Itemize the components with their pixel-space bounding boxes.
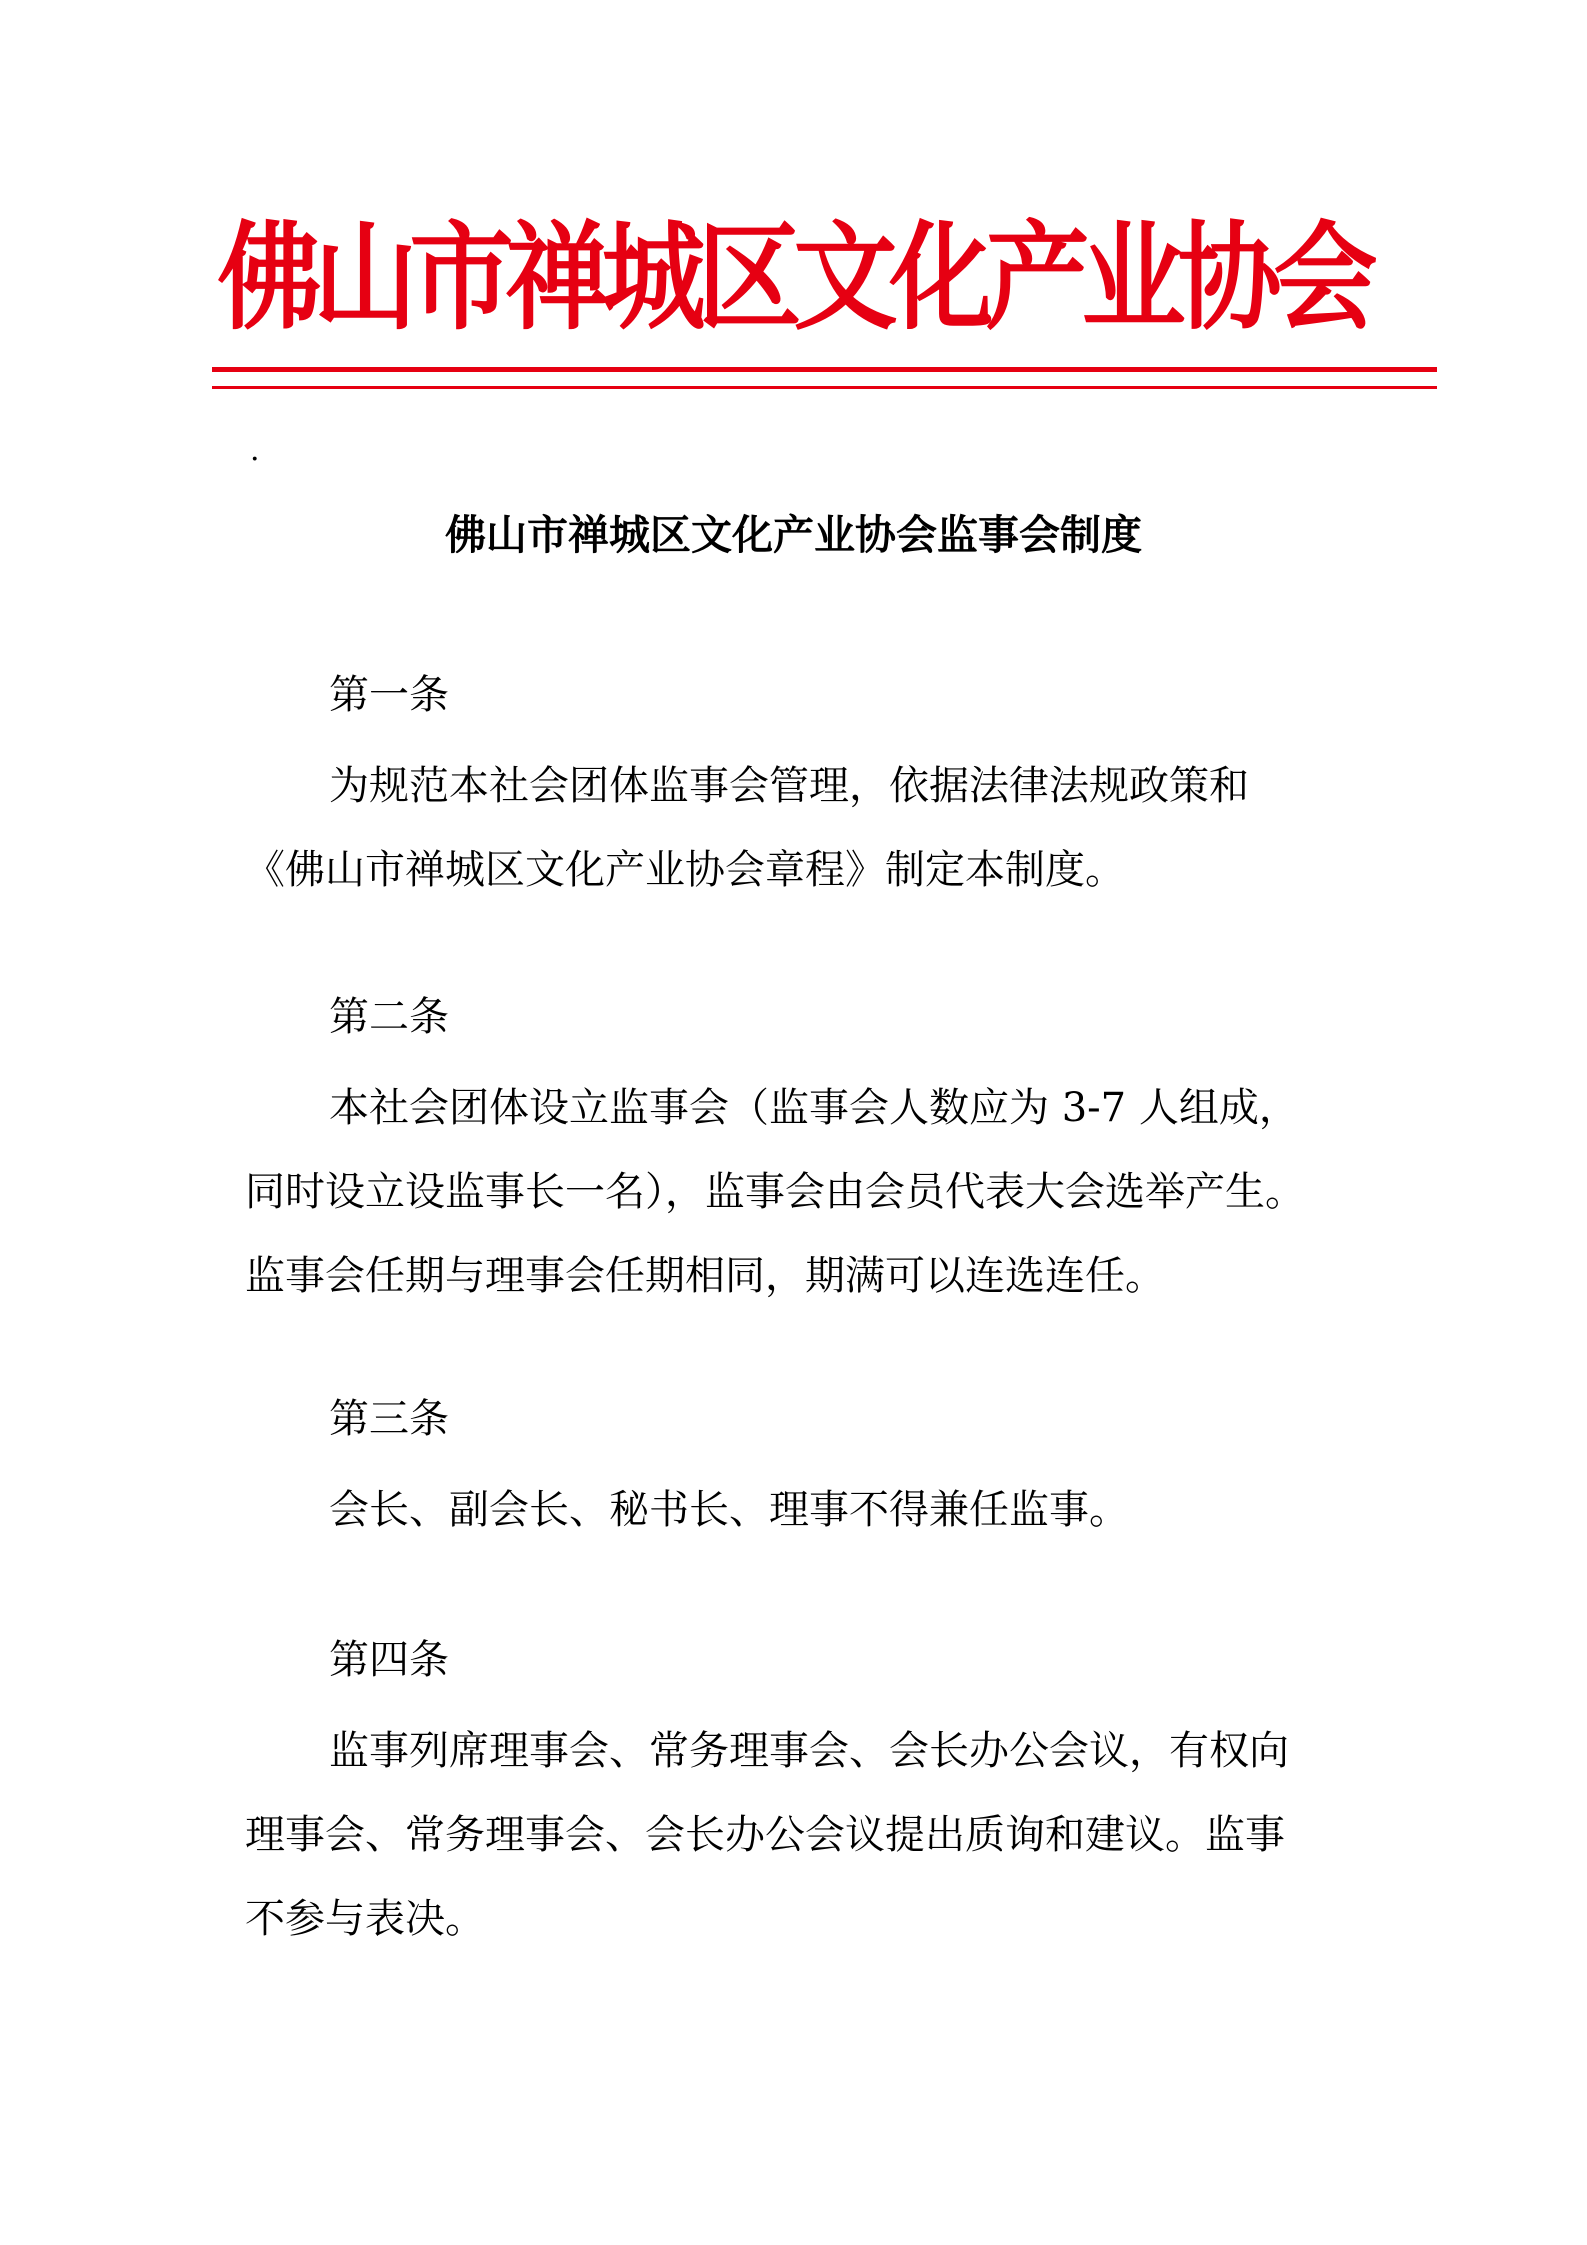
letterhead-thick-rule: [212, 367, 1437, 372]
article-line: 不参与表决。: [245, 1896, 485, 1942]
article-heading: 第一条: [329, 672, 449, 718]
article-paragraph: [245, 1709, 1365, 1961]
article-1: [245, 660, 1365, 912]
document-title: 佛山市禅城区文化产业协会监事会制度: [445, 511, 1142, 559]
article-line: 为规范本社会团体监事会管理，依据法律法规政策和: [329, 763, 1249, 809]
article-heading: 第三条: [329, 1396, 449, 1442]
article-line: 理事会、常务理事会、会长办公会议提出质询和建议。监事: [245, 1812, 1285, 1858]
article-line: 监事会任期与理事会任期相同，期满可以连选连任。: [245, 1253, 1165, 1299]
article-heading: 第二条: [329, 994, 449, 1040]
article-3: [245, 1384, 1365, 1552]
article-line: 《佛山市禅城区文化产业协会章程》制定本制度。: [245, 847, 1125, 893]
article-line: 同时设立设监事长一名），监事会由会员代表大会选举产生。: [245, 1169, 1305, 1215]
article-line: 会长、副会长、秘书长、理事不得兼任监事。: [329, 1487, 1129, 1533]
letterhead-thin-rule: [212, 386, 1437, 389]
article-line: 本社会团体设立监事会（监事会人数应为 3-7 人组成，: [329, 1085, 1299, 1131]
stray-dot: ·: [250, 442, 260, 477]
article-4: [245, 1625, 1365, 1961]
article-paragraph: [245, 1468, 1365, 1552]
article-heading: 第四条: [329, 1637, 449, 1683]
article-paragraph: [245, 744, 1365, 912]
article-paragraph: [245, 1066, 1365, 1318]
article-2: [245, 982, 1365, 1318]
article-line: 监事列席理事会、常务理事会、会长办公会议，有权向: [329, 1728, 1289, 1774]
letterhead-org-name: 佛山市禅城区文化产业协会: [217, 209, 1370, 347]
